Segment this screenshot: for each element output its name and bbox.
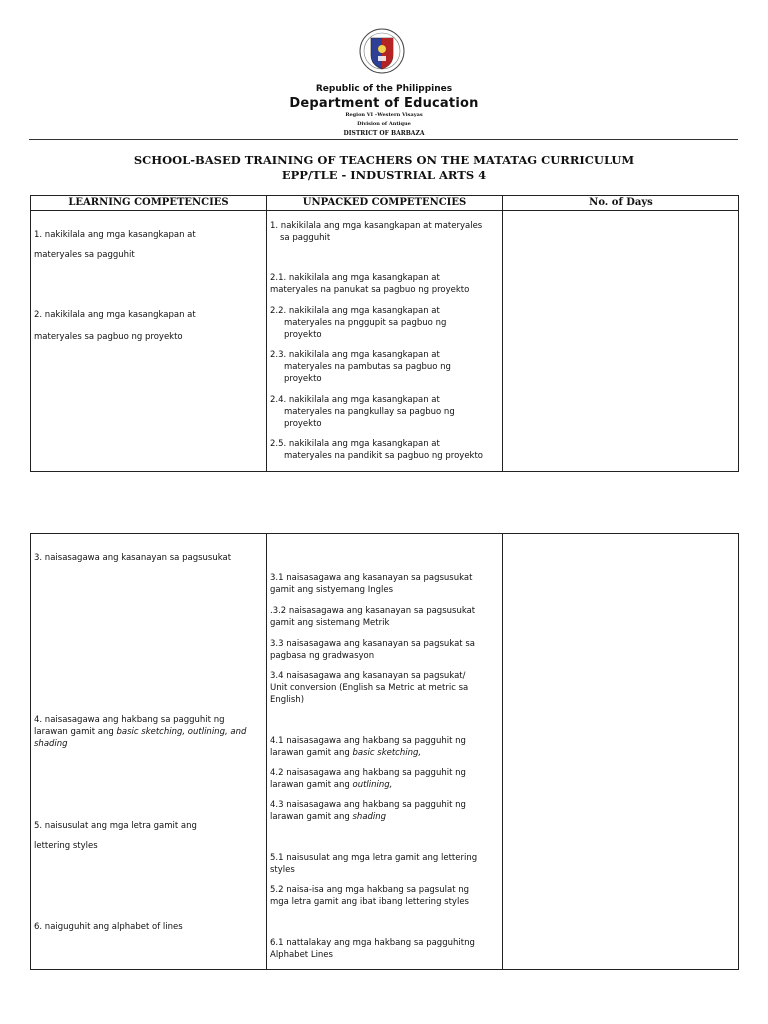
- unpacked-competency: 2.3. nakikilala ang mga kasangkapan at materyales na pambutas sa pagbuo ng proyekto: [270, 350, 451, 384]
- learning-competency: 4. naisasagawa ang hakbang sa pagguhit ng larawan gamit ang basic sketching, outlining, and shading: [34, 715, 247, 749]
- learning-competency: materyales sa pagbuo ng proyekto: [34, 332, 183, 342]
- unpacked-competency: 2.5. nakikilala ang mga kasangkapan at materyales na pandikit sa pagbuo ng proyekto: [270, 439, 483, 461]
- unpacked-competency: .3.2 naisasagawa ang kasanayan sa pagsusukat gamit ang sistemang Metrik: [270, 606, 476, 628]
- unpacked-competency: 5.1 naisusulat ang mga letra gamit ang lettering styles: [270, 853, 478, 875]
- learning-competency: 2. nakikilala ang mga kasangkapan at: [34, 310, 196, 320]
- unpacked-competency: 3.4 naisasagawa ang kasanayan sa pagsukat/ Unit conversion (English sa Metric at metric sa English): [270, 671, 469, 705]
- department-name: Department of Education: [289, 96, 479, 111]
- unpacked-competency: 1. nakikilala ang mga kasangkapan at materyales sa pagguhit: [270, 221, 483, 243]
- region-text: Region VI –Western Visayas: [345, 112, 423, 118]
- unpacked-competency: 4.3 naisasagawa ang hakbang sa pagguhit ng larawan gamit ang shading: [270, 800, 466, 822]
- learning-competency: 5. naisusulat ang mga letra gamit ang: [34, 821, 197, 831]
- column-header-learning: LEARNING COMPETENCIES: [68, 197, 229, 208]
- learning-competency: materyales sa pagguhit: [34, 250, 135, 260]
- republic-text: Republic of the Philippines: [315, 84, 453, 94]
- column-divider: [266, 533, 267, 970]
- unpacked-competency: 2.2. nakikilala ang mga kasangkapan at materyales na pnggupit sa pagbuo ng proyekto: [270, 306, 447, 340]
- unpacked-competency: 2.1. nakikilala ang mga kasangkapan at materyales na panukat sa pagbuo ng proyekto: [270, 273, 470, 295]
- column-divider: [502, 533, 503, 970]
- unpacked-competency: 3.1 naisasagawa ang kasanayan sa pagsusukat gamit ang sistyemang Ingles: [270, 573, 473, 595]
- deped-seal-icon: [359, 27, 405, 75]
- column-header-unpacked: UNPACKED COMPETENCIES: [302, 197, 467, 208]
- document-title: SCHOOL-BASED TRAINING OF TEACHERS ON THE MATATAG CURRICULUM: [133, 153, 635, 167]
- unpacked-competency: 4.1 naisasagawa ang hakbang sa pagguhit ng larawan gamit ang basic sketching,: [270, 736, 466, 758]
- column-divider: [266, 195, 267, 472]
- unpacked-competency: 3.3 naisasagawa ang kasanayan sa pagsukat sa pagbasa ng gradwasyon: [270, 639, 475, 661]
- learning-competency: lettering styles: [34, 841, 98, 851]
- learning-competency: 1. nakikilala ang mga kasangkapan at: [34, 230, 196, 240]
- header-row-divider: [30, 210, 739, 211]
- unpacked-competency: 6.1 nattalakay ang mga hakbang sa pagguhitng Alphabet Lines: [270, 938, 475, 960]
- learning-competency: 3. naisasagawa ang kasanayan sa pagsusukat: [34, 553, 232, 563]
- unpacked-competency: 5.2 naisa-isa ang mga hakbang sa pagsulat ng mga letra gamit ang ibat ibang lettering styles: [270, 885, 470, 907]
- column-divider: [502, 195, 503, 472]
- district-text: DISTRICT OF BARBAZA: [343, 130, 425, 137]
- column-header-days: No. of Days: [589, 197, 653, 208]
- learning-competency: 6. naiguguhit ang alphabet of lines: [34, 922, 183, 932]
- header-divider: [29, 139, 738, 140]
- division-text: Division of Antique: [357, 121, 411, 127]
- unpacked-competency: 2.4. nakikilala ang mga kasangkapan at materyales na pangkullay sa pagbuo ng proyekto: [270, 395, 455, 429]
- document-subtitle: EPP/TLE - INDUSTRIAL ARTS 4: [281, 168, 487, 182]
- unpacked-competency: 4.2 naisasagawa ang hakbang sa pagguhit ng larawan gamit ang outlining,: [270, 768, 466, 790]
